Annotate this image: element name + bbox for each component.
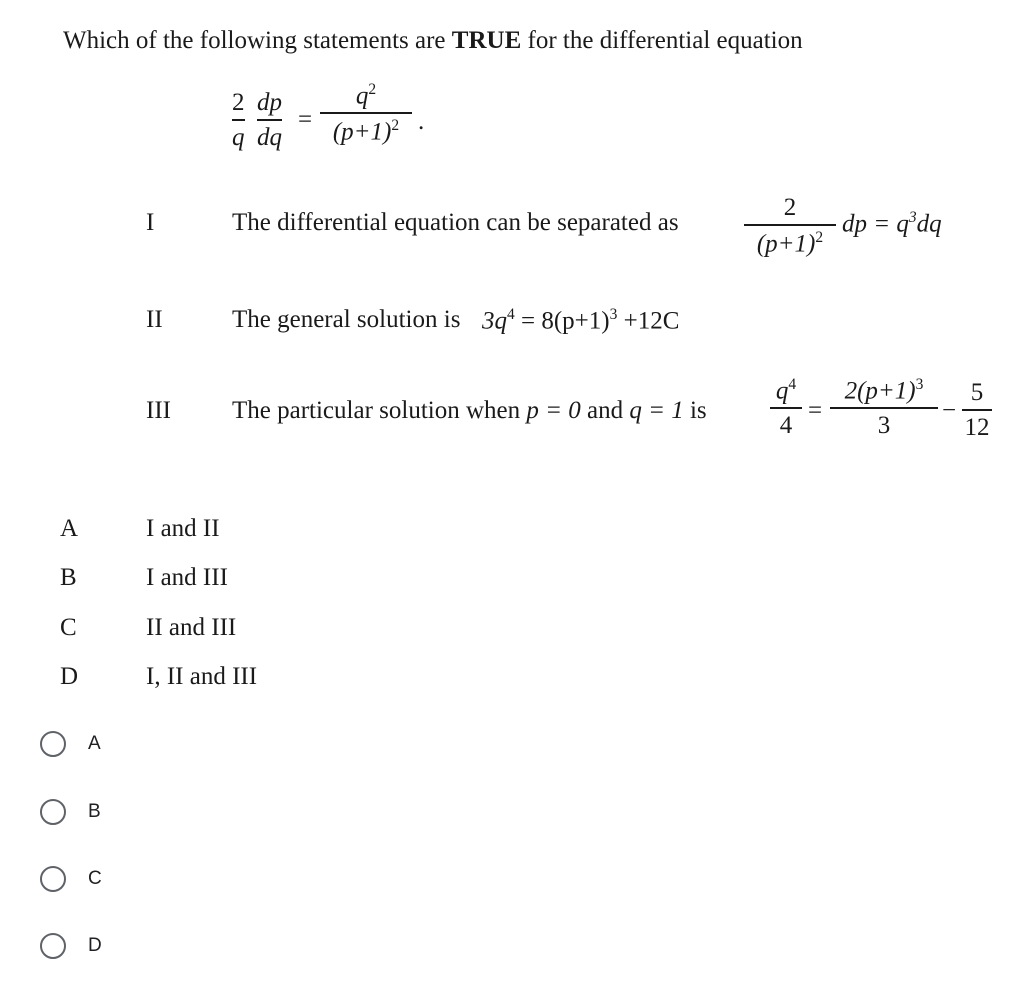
question-text <box>63 27 803 55</box>
radio-choice-d[interactable] <box>40 933 102 959</box>
radio-label: B <box>88 801 101 822</box>
option-letter: D <box>60 663 79 690</box>
statement-numeral: II <box>146 306 163 333</box>
eq-frac-denominator: dq <box>257 124 282 151</box>
eq-frac-numerator: 2 <box>232 89 245 116</box>
radio-button[interactable] <box>40 731 66 757</box>
option-letter: B <box>60 564 77 591</box>
radio-button[interactable] <box>40 799 66 825</box>
fraction-denominator: 3 <box>877 412 891 440</box>
statement-3-frac-3 <box>962 380 992 440</box>
eq-frac-numerator: dp <box>257 89 282 116</box>
option-letter: A <box>60 515 79 542</box>
question-prefix: Which of the following statements are <box>63 27 446 54</box>
eq-rhs-numerator: $q^2$ <box>355 81 377 110</box>
statement-3-minus: − <box>942 397 957 424</box>
option-text: I and II <box>146 515 220 542</box>
radio-button[interactable] <box>40 933 66 959</box>
radio-choice-b[interactable] <box>40 799 101 825</box>
statement-text: The differential equation can be separated as <box>232 209 679 236</box>
radio-label: D <box>88 935 102 956</box>
fraction-numerator: 5 <box>970 379 984 406</box>
statement-3-frac-2 <box>830 377 938 438</box>
radio-label: C <box>88 868 102 889</box>
option-text: I, II and III <box>146 663 258 690</box>
question-suffix: for the differential equation <box>527 27 803 54</box>
eq-equals: = <box>298 106 313 133</box>
eq-period: . <box>418 108 425 135</box>
radio-button[interactable] <box>40 866 66 892</box>
question-emphasis: TRUE <box>451 27 522 54</box>
eq-frac-2-over-q <box>232 90 245 150</box>
eq-frac-denominator: q <box>232 124 245 151</box>
statement-numeral: III <box>146 397 171 424</box>
fraction-numerator: $2(p+1)^3$ <box>844 376 924 405</box>
fraction-numerator: 2 <box>783 194 797 221</box>
eq-frac-dp-dq <box>257 90 282 150</box>
statement-1-rest: dp = $q^3dq$ <box>842 209 942 238</box>
eq-frac-rhs <box>320 82 412 145</box>
fraction-denominator: $(p+1)^2$ <box>756 229 824 258</box>
statement-text: The general solution is <box>232 306 461 333</box>
statement-text: The particular solution when p = 0 and q = 1 is <box>232 397 707 424</box>
option-text: I and III <box>146 564 228 591</box>
statement-2-math: $3q^4 = 8(p+1)^3 +12C$ <box>482 306 680 335</box>
option-letter: C <box>60 614 77 641</box>
statement-3-frac-1 <box>770 377 802 438</box>
radio-choice-a[interactable] <box>40 731 101 757</box>
option-text: II and III <box>146 614 237 641</box>
eq-rhs-denominator: $(p+1)^2$ <box>332 117 400 146</box>
radio-label: A <box>88 733 101 754</box>
statement-3-equals: = <box>808 397 823 424</box>
fraction-denominator: 4 <box>779 412 793 440</box>
statement-1-fraction <box>744 195 836 256</box>
fraction-numerator: $q^4$ <box>775 376 797 405</box>
statement-numeral: I <box>146 209 155 236</box>
fraction-denominator: 12 <box>964 414 990 441</box>
radio-choice-c[interactable] <box>40 866 102 892</box>
